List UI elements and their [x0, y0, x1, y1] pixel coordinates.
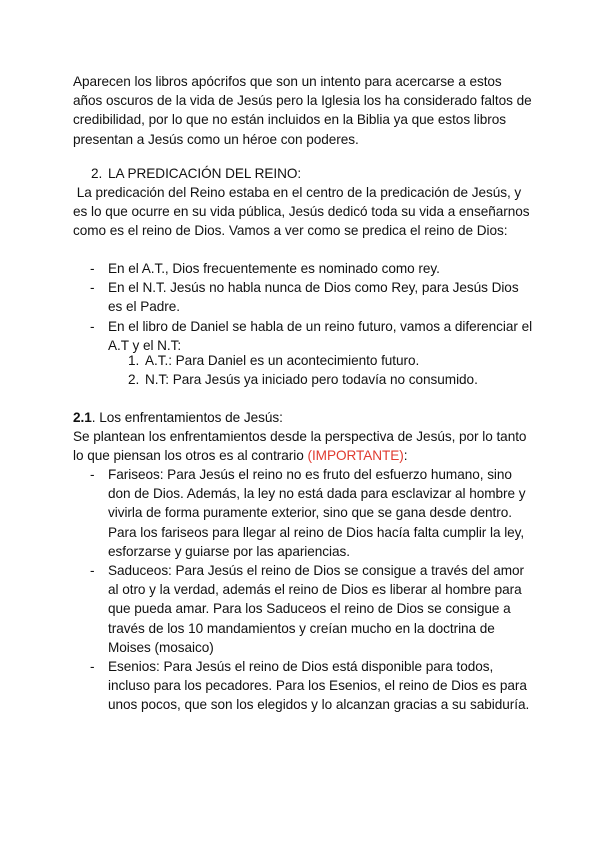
intro-text: Aparecen los libros apócrifos que son un intento para acercarse a estos años oscuros de la vida de Jesús pero la Iglesia los ha considerado faltos de credibilidad, por lo que no están incluidos en la Biblia ya que estos libros presentan a Jesús como un héroe con poderes.	[73, 74, 532, 147]
section-2-1-paragraph	[73, 427, 533, 465]
item-number: 1.	[128, 353, 140, 368]
section-2-1-title: . Los enfrentamientos de Jesús:	[91, 410, 283, 425]
section-2-text: La predicación del Reino estaba en el centro de la predicación de Jesús, y es lo que ocurre en su vida pública, Jesús dedicó toda su vida a enseñarnos como es el reino de Dios. Vamos a ver como se predica el reino de Dios:	[73, 185, 534, 239]
section-2-1-text: Se plantean los enfrentamientos desde la perspectiva de Jesús, por lo tanto lo que piensan los otros es al contrario	[73, 429, 527, 464]
list-item	[73, 278, 533, 316]
list-item-text: En el N.T. Jesús no habla nunca de Dios como Rey, para Jesús Dios es el Padre.	[108, 280, 519, 315]
bullet-dash: -	[90, 467, 95, 482]
section-2-numbered-list	[73, 351, 533, 389]
section-2-title: LA PREDICACIÓN DEL REINO:	[108, 166, 302, 181]
list-item-text: Esenios: Para Jesús el reino de Dios está disponible para todos, incluso para los pecadores. Para los Esenios, el reino de Dios es para unos pocos, que son los elegidos y lo alcanzan gracias a su sabiduría.	[108, 659, 530, 713]
section-2-paragraph	[73, 183, 533, 241]
section-2-1-bullet-list	[73, 465, 533, 715]
list-item-text: En el libro de Daniel se habla de un reino futuro, vamos a diferenciar el A.T y el N.T:	[108, 318, 533, 353]
list-item	[73, 465, 533, 561]
numbered-item	[73, 370, 533, 389]
list-item	[73, 317, 533, 355]
important-colon: :	[403, 448, 408, 464]
list-item	[73, 561, 533, 657]
list-item-text: Fariseos: Para Jesús el reino no es fruto del esfuerzo humano, sino don de Dios. Además, la ley no está dada para esclavizar al hombre y vivirla de forma puramente exterior, sino que se gana desde dentro. Para los fariseos para llegar al reino de Dios hacía falta cumplir la ley, esforzarse y guiarse por las apariencias.	[108, 467, 526, 559]
list-item	[73, 259, 533, 278]
bullet-dash: -	[90, 261, 95, 276]
bullet-dash: -	[90, 280, 95, 296]
bullet-dash: -	[90, 659, 95, 675]
list-item	[73, 657, 533, 715]
numbered-item-text: A.T.: Para Daniel es un acontecimiento futuro.	[145, 353, 420, 368]
section-2-bullet-list	[73, 259, 533, 355]
section-2-number: 2.	[91, 166, 103, 181]
section-2-1-heading	[73, 408, 533, 427]
bullet-dash: -	[90, 318, 95, 334]
list-item-text: En el A.T., Dios frecuentemente es nominado como rey.	[108, 261, 440, 276]
bullet-dash: -	[90, 563, 95, 579]
list-item-text: Saduceos: Para Jesús el reino de Dios se consigue a través del amor al otro y la verdad, además el reino de Dios es liberar al hombre para que pueda amar. Para los Saduceos el reino de Dios se consigue a través de los 10 mandamientos y creían mucho en la doctrina de Moises (mosaico)	[108, 563, 525, 655]
item-number: 2.	[128, 372, 140, 388]
intro-paragraph	[73, 72, 533, 149]
important-note: (IMPORTANTE)	[307, 448, 404, 464]
numbered-item	[73, 351, 533, 370]
numbered-item-text: N.T: Para Jesús ya iniciado pero todavía no consumido.	[145, 372, 478, 388]
section-2-1-number: 2.1	[73, 410, 92, 425]
